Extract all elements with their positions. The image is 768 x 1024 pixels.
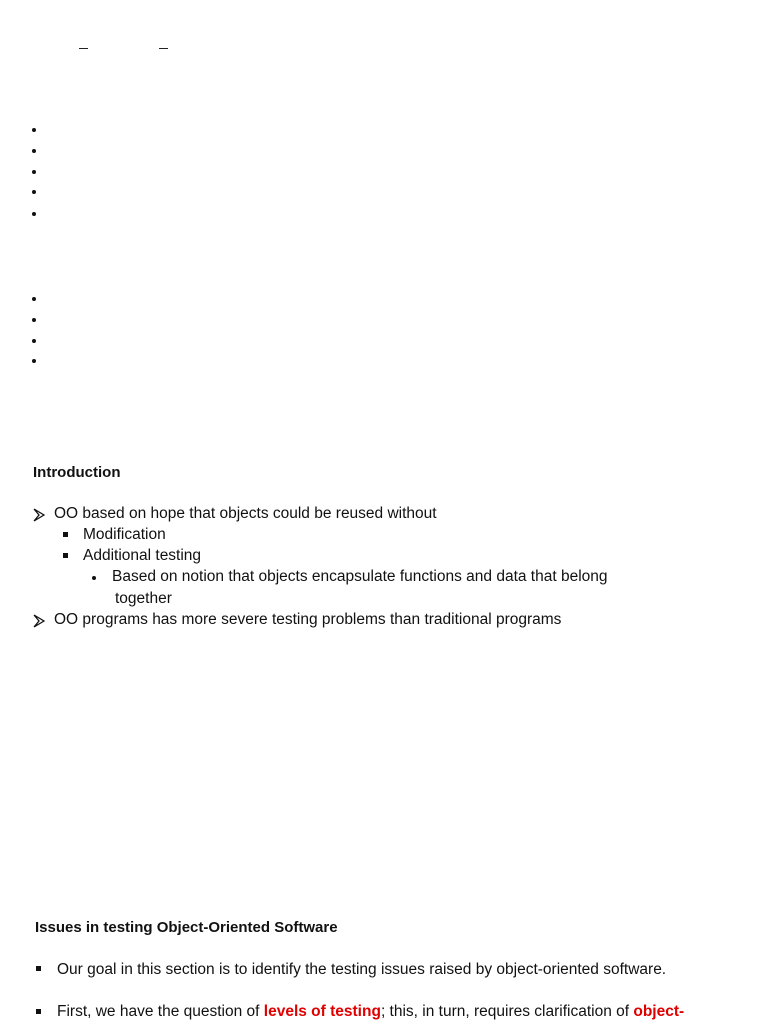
header-dash-left [79, 48, 88, 49]
intro-subsubitem-line1: Based on notion that objects encapsulate functions and data that belong [112, 568, 608, 585]
list-bullet [32, 128, 36, 132]
issues-paragraph-2 [57, 1003, 684, 1021]
list-bullet [32, 212, 36, 216]
list-bullet [32, 149, 36, 153]
issues-paragraph-1: Our goal in this section is to identify the testing issues raised by object-oriented software. [57, 961, 667, 978]
square-bullet [63, 553, 68, 558]
intro-heading: Introduction [33, 464, 121, 481]
issues-p2-text-a: First, we have the question of [57, 1003, 264, 1020]
object-highlight: object- [633, 1003, 685, 1020]
issues-heading: Issues in testing Object-Oriented Software [35, 919, 338, 936]
list-bullet [32, 190, 36, 194]
list-bullet [32, 297, 36, 301]
list-bullet [32, 359, 36, 363]
levels-of-testing-highlight: levels of testing [263, 1003, 381, 1020]
square-bullet [36, 966, 41, 971]
issues-p2-text-b: ; this, in turn, requires clarification of [380, 1003, 634, 1020]
header-dash-right [159, 48, 168, 49]
list-bullet [32, 170, 36, 174]
intro-subsubitem-line2: together [115, 590, 172, 607]
square-bullet [63, 532, 68, 537]
list-bullet [32, 339, 36, 343]
arrow-bullet-icon [33, 508, 45, 522]
intro-subitem-additional-testing: Additional testing [83, 547, 202, 564]
list-bullet [32, 318, 36, 322]
square-bullet [36, 1009, 41, 1014]
intro-subitem-modification: Modification [83, 526, 166, 543]
intro-item-2: OO programs has more severe testing problems than traditional programs [54, 611, 562, 628]
arrow-bullet-icon [33, 614, 45, 628]
round-bullet [92, 576, 96, 580]
intro-item-1: OO based on hope that objects could be reused without [54, 505, 437, 522]
